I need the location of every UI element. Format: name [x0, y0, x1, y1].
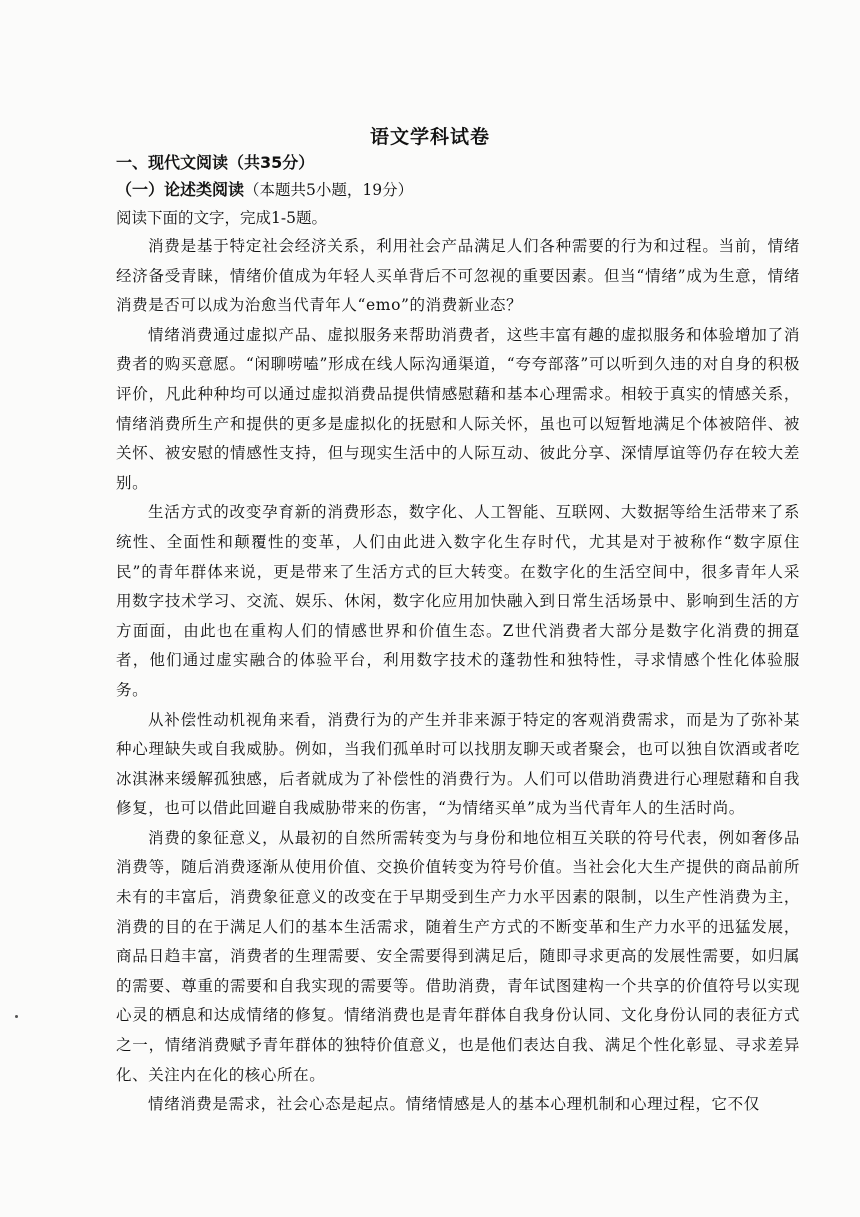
passage-paragraph-4: 从补偿性动机视角来看，消费行为的产生并非来源于特定的客观消费需求，而是为了弥补某种心理缺失或自我威胁。例如，当我们孤单时可以找朋友聊天或者聚会，也可以独自饮酒或者吃冰淇淋来缓解孤独感，后者就成为了补偿性的消费行为。人们可以借助消费进行心理慰藉和自我修复，也可以借此回避自我威胁带来的伤害，“为情绪买单”成为当代青年人的生活时尚。 [116, 710, 800, 818]
reading-instruction: 阅读下面的文字，完成1-5题。 [116, 209, 327, 227]
section-heading: 一、现代文阅读（共35分） [116, 153, 315, 172]
subsection-heading-bold: （一）论述类阅读 [116, 180, 245, 199]
passage-paragraph-3: 生活方式的改变孕育新的消费形态，数字化、人工智能、互联网、大数据等给生活带来了系统性、全面性和颠覆性的变革，人们由此进入数字化生存时代，尤其是对于被称作“数字原住民”的青年群体来说，更是带来了生活方式的巨大转变。在数字化的生活空间中，很多青年人采用数字技术学习、交流、娱乐、休闲，数字化应用加快融入到日常生活场景中、影响到生活的方方面面，由此也在重构人们的情感世界和价值生态。Z世代消费者大部分是数字化消费的拥趸者，他们通过虚实融合的体验平台，利用数字技术的蓬勃性和独特性，寻求情感个性化体验服务。 [116, 503, 800, 699]
passage-paragraph-1: 消费是基于特定社会经济关系，利用社会产品满足人们各种需要的行为和过程。当前，情绪经济备受青睐，情绪价值成为年轻人买单背后不可忽视的重要因素。但当“情绪”成为生意，情绪消费是否可以成为治愈当代青年人“emo”的消费新业态？ [116, 237, 800, 315]
passage-paragraph-5: 消费的象征意义，从最初的自然所需转变为与身份和地位相互关联的符号代表，例如奢侈品消费等，随后消费逐渐从使用价值、交换价值转变为符号价值。当社会化大生产提供的商品前所未有的丰富后，消费象征意义的改变在于早期受到生产力水平因素的限制，以生产性消费为主，消费的目的在于满足人们的基本生活需求，随着生产方式的不断变革和生产力水平的迅猛发展，商品日趋丰富，消费者的生理需要、安全需要得到满足后，随即寻求更高的发展性需要，如归属的需要、尊重的需要和自我实现的需要等。借助消费，青年试图建构一个共享的价值符号以实现心灵的栖息和达成情绪的修复。情绪消费也是青年群体自我身份认同、文化身份认同的表征方式之一，情绪消费赋予青年群体的独特价值意义，也是他们表达自我、满足个性化彰显、寻求差异化、关注内在化的核心所在。 [116, 828, 800, 1084]
passage-paragraph-2: 情绪消费通过虚拟产品、虚拟服务来帮助消费者，这些丰富有趣的虚拟服务和体验增加了消费者的购买意愿。“闲聊唠嗑”形成在线人际沟通渠道，“夸夸部落”可以听到久违的对自身的积极评价，凡此种种均可以通过虚拟消费品提供情感慰藉和基本心理需求。相较于真实的情感关系，情绪消费所生产和提供的更多是虚拟化的抚慰和人际关怀，虽也可以短暂地满足个体被陪伴、被关怀、被安慰的情感性支持，但与现实生活中的人际互动、彼此分享、深情厚谊等仍存在较大差别。 [116, 325, 800, 492]
page-title: 语文学科试卷 [369, 126, 490, 148]
subsection-heading-rest: （本题共5小题，19分） [244, 181, 414, 199]
passage-paragraph-6: 情绪消费是需求，社会心态是起点。情绪情感是人的基本心理机制和心理过程，它不仅 [148, 1095, 760, 1114]
scan-speck [15, 1015, 18, 1018]
exam-content [116, 150, 800, 1120]
subsection-heading [116, 176, 800, 204]
